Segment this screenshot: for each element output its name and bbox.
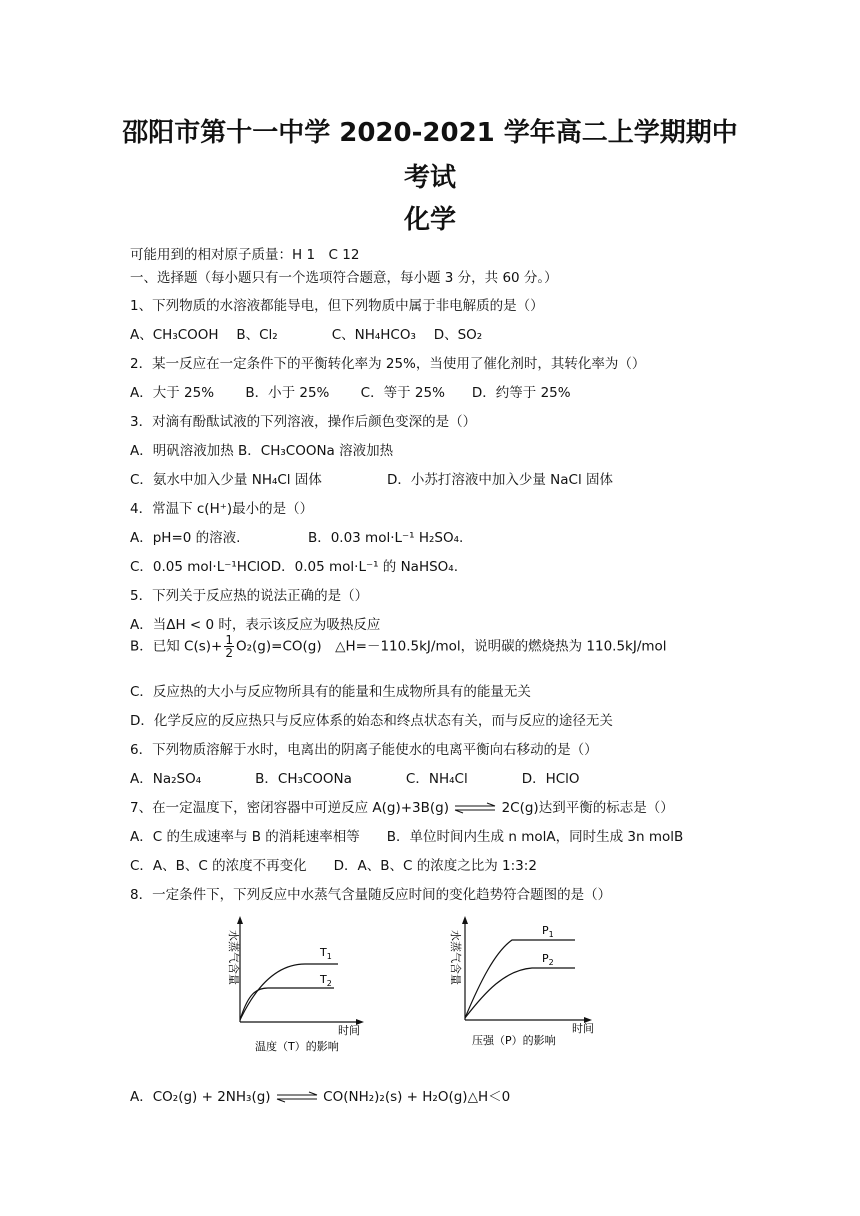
q5-option-b: [130, 634, 667, 659]
q7-stem-post: 2C(g)达到平衡的标志是（）: [501, 800, 674, 816]
q8-stem: 8．一定条件下，下列反应中水蒸气含量随反应时间的变化趋势符合题图的是（）: [130, 887, 612, 903]
q8-option-a-post: CO(NH₂)₂(s) + H₂O(g)△H＜0: [323, 1089, 511, 1105]
q5-option-b-post: O₂(g)=CO(g) △H=－110.5kJ/mol，说明碳的燃烧热为 110.5kJ/mol: [236, 638, 667, 655]
label-p2: $P_2$: [542, 952, 554, 967]
graph-caption: 温度（T）的影响: [255, 1040, 339, 1053]
q5-option-d: D．化学反应的反应热只与反应体系的始态和终点状态有关，而与反应的途径无关: [130, 713, 613, 729]
pressure-graph: [430, 912, 600, 1057]
q2-options: A．大于 25% B．小于 25% C．等于 25% D．约等于 25%: [130, 385, 571, 401]
curve-p2: [465, 968, 575, 1018]
y-axis-label: 水蒸气含量: [449, 930, 462, 985]
q1-options: A、CH₃COOH B、Cl₂ C、NH₄HCO₃ D、SO₂: [130, 327, 483, 343]
q4-stem: 4．常温下 c(H⁺)最小的是（）: [130, 501, 314, 517]
q5-option-b-pre: B．已知 C(s)+: [130, 638, 223, 655]
label-t1: $T_1$: [320, 946, 332, 961]
q5-option-a: A．当ΔH < 0 时，表示该反应为吸热反应: [130, 617, 381, 633]
fraction-one-half: [224, 634, 234, 659]
q3-option-c: C．氨水中加入少量 NH₄Cl 固体: [130, 472, 322, 488]
q8-option-a: [130, 1085, 510, 1105]
atomic-mass-note: 可能用到的相对原子质量：H 1 C 12: [130, 247, 360, 263]
equilibrium-arrow-icon: [275, 1091, 319, 1103]
label-t2: $T_2$: [320, 973, 332, 988]
curve-p1: [465, 940, 575, 1018]
q7-stem-pre: 7、在一定温度下，密闭容器中可逆反应 A(g)+3B(g): [130, 800, 449, 816]
x-axis-label: 时间: [338, 1024, 360, 1037]
q3-stem: 3．对滴有酚酞试液的下列溶液，操作后颜色变深的是（）: [130, 414, 477, 430]
q5-stem: 5．下列关于反应热的说法正确的是（）: [130, 588, 369, 604]
q7-option-cd: C．A、B、C 的浓度不再变化 D．A、B、C 的浓度之比为 1:3:2: [130, 858, 537, 874]
q6-options: A．Na₂SO₄ B．CH₃COONa C．NH₄Cl D．HClO: [130, 771, 580, 787]
q4-option-cd: C．0.05 mol·L⁻¹HClOD．0.05 mol·L⁻¹ 的 NaHSO₄.: [130, 559, 459, 575]
q5-option-c: C．反应热的大小与反应物所具有的能量和生成物所具有的能量无关: [130, 684, 531, 700]
y-axis-label: 水蒸气含量: [227, 930, 240, 985]
q3-option-d: D．小苏打溶液中加入少量 NaCl 固体: [387, 472, 614, 488]
section-heading: 一、选择题（每小题只有一个选项符合题意，每小题 3 分，共 60 分。）: [130, 270, 558, 286]
graph-caption: 压强（P）的影响: [472, 1034, 556, 1047]
q7-option-ab: A．C 的生成速率与 B 的消耗速率相等 B．单位时间内生成 n molA，同时生成 3n molB: [130, 829, 684, 845]
exam-title-line1: 邵阳市第十一中学 2020-2021 学年高二上学期期中: [122, 118, 738, 148]
y-axis-arrow-icon: [237, 916, 243, 924]
q3-option-ab: A．明矾溶液加热 B．CH₃COONa 溶液加热: [130, 443, 394, 459]
fraction-numerator: 1: [225, 633, 233, 647]
q1-stem: 1、下列物质的水溶液都能导电，但下列物质中属于非电解质的是（）: [130, 298, 544, 314]
fraction-denominator: 2: [225, 646, 233, 660]
q8-option-a-pre: A．CO₂(g) + 2NH₃(g): [130, 1089, 271, 1105]
exam-title-line2: 考试: [403, 163, 456, 193]
subject-title: 化学: [403, 205, 456, 235]
q4-option-ab: A．pH=0 的溶液. B．0.03 mol·L⁻¹ H₂SO₄.: [130, 530, 464, 546]
temperature-graph: [210, 912, 370, 1057]
curve-t2: [240, 988, 334, 1020]
q6-stem: 6．下列物质溶解于水时，电离出的阴离子能使水的电离平衡向右移动的是（）: [130, 742, 598, 758]
q2-stem: 2．某一反应在一定条件下的平衡转化率为 25%，当使用了催化剂时，其转化率为（）: [130, 356, 646, 372]
q7-stem: [130, 796, 674, 816]
y-axis-arrow-icon: [462, 916, 468, 924]
equilibrium-arrow-icon: [453, 802, 497, 814]
x-axis-label: 时间: [572, 1022, 594, 1035]
label-p1: $P_1$: [542, 924, 554, 939]
